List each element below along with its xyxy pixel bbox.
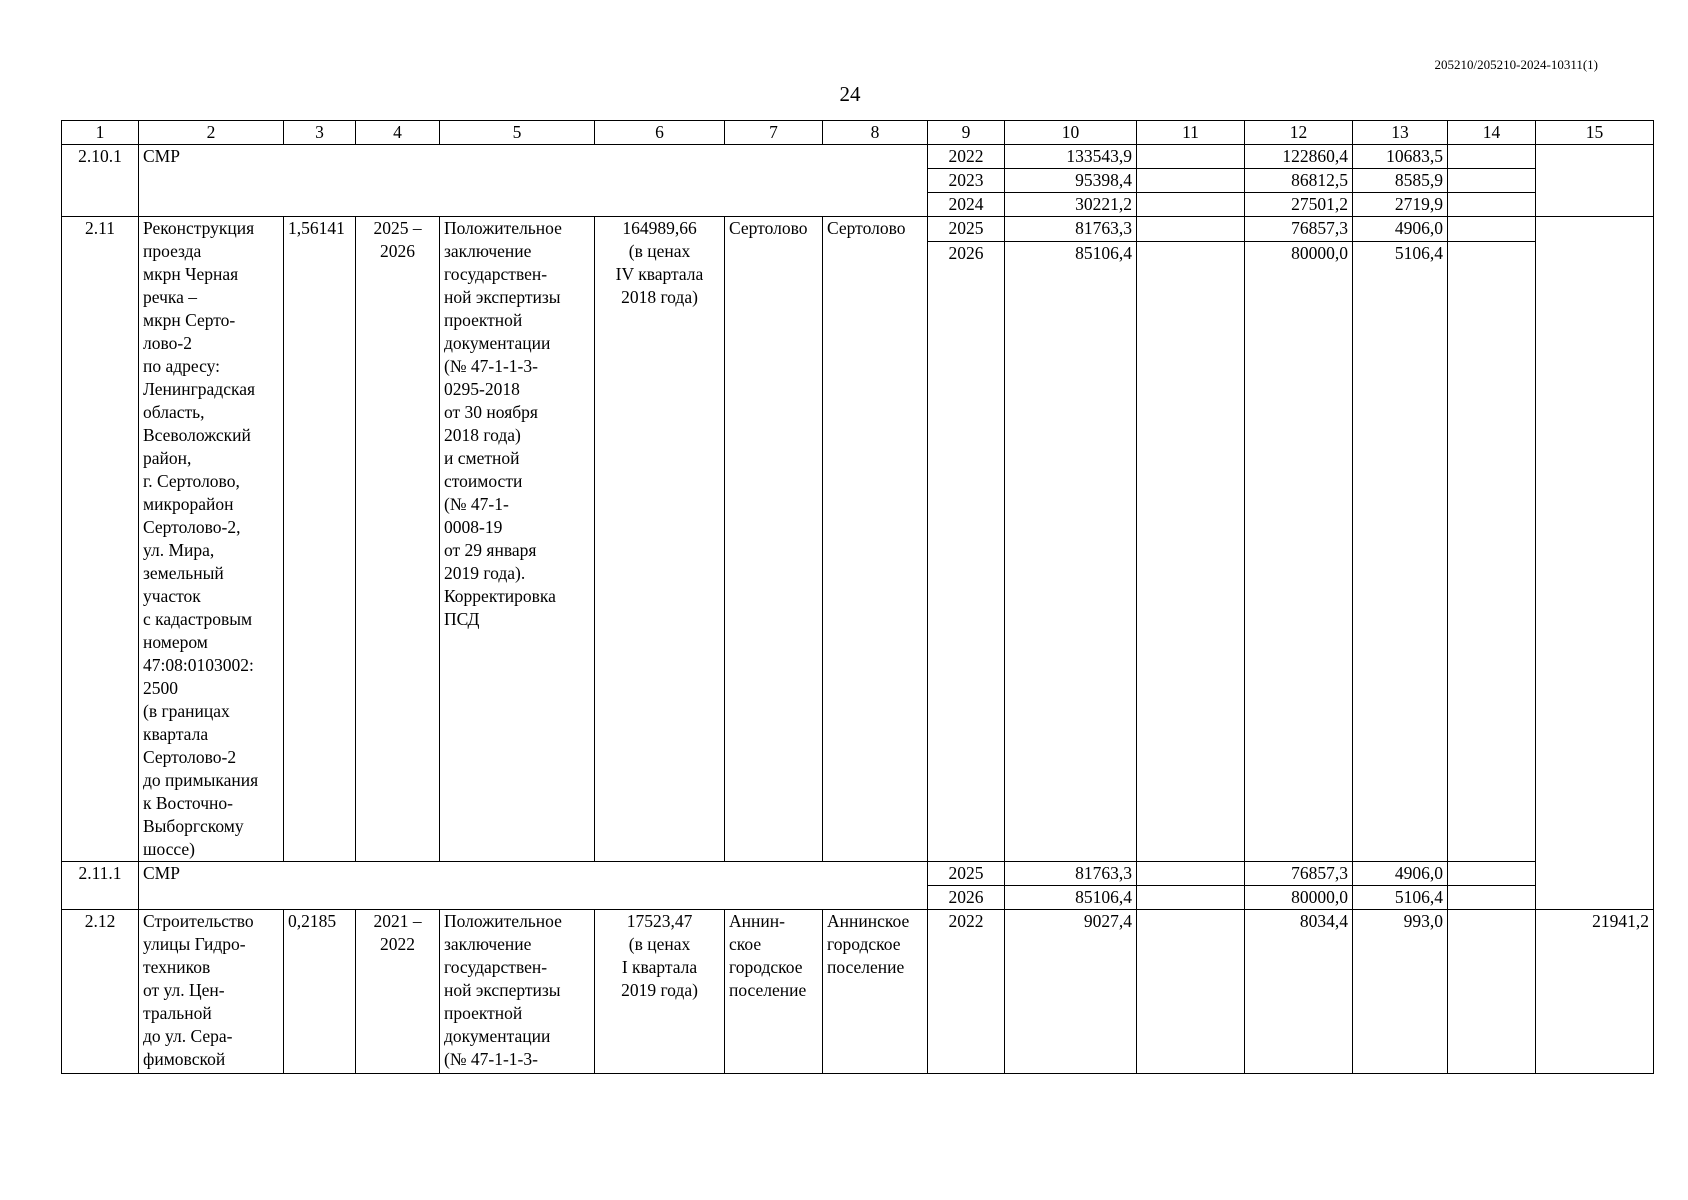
table-row [62,862,1654,886]
col12-cell: 80000,0 [1245,886,1353,910]
col11-cell [1137,886,1245,910]
year-cell: 2024 [928,193,1005,217]
col11-cell [1137,169,1245,193]
col11-cell [1137,217,1245,242]
year-cell: 2026 [928,886,1005,910]
document-id: 205210/205210-2024-10311(1) [1434,57,1598,72]
col14-cell [1448,193,1536,217]
table-row [62,217,1654,242]
col14-cell [1448,242,1536,862]
col14-cell [1448,886,1536,910]
header-cell: 15 [1536,121,1654,145]
col12-cell: 80000,0 [1245,242,1353,862]
year-cell: 2026 [928,242,1005,862]
period-cell: 2025 – 2026 [356,217,440,862]
header-cell: 3 [284,121,356,145]
col13-cell: 4906,0 [1353,217,1448,242]
col14-cell [1448,169,1536,193]
period-cell: 2021 – 2022 [356,910,440,1074]
total-cell: 95398,4 [1005,169,1137,193]
year-cell: 2022 [928,145,1005,169]
cost-cell: 17523,47 (в ценах I квартала 2019 года) [595,910,725,1074]
col7-cell: Аннин- ское городское поселение [725,910,823,1074]
col15-cell [1536,145,1654,217]
page-number: 24 [839,82,861,106]
col13-cell: 2719,9 [1353,193,1448,217]
col14-cell [1448,145,1536,169]
documentation-cell: Положительное заключение государствен- ной экспертизы проектной документации (№ 47-1-1-3- [440,910,595,1074]
header-cell: 8 [823,121,928,145]
col11-cell [1137,242,1245,862]
table-row [62,145,1654,169]
total-cell: 30221,2 [1005,193,1137,217]
row-number: 2.11.1 [62,862,139,910]
year-cell: 2025 [928,862,1005,886]
col12-cell: 76857,3 [1245,217,1353,242]
col14-cell [1448,910,1536,1074]
cost-cell: 164989,66 (в ценах IV квартала 2018 года) [595,217,725,862]
total-cell: 81763,3 [1005,862,1137,886]
header-cell: 2 [139,121,284,145]
col12-cell: 27501,2 [1245,193,1353,217]
header-cell: 7 [725,121,823,145]
row-number: 2.10.1 [62,145,139,217]
year-cell: 2025 [928,217,1005,242]
col8-cell: Сертолово [823,217,928,862]
col13-cell: 8585,9 [1353,169,1448,193]
col8-cell: Аннинское городское поселение [823,910,928,1074]
object-name: Реконструкция проезда мкрн Черная речка – мкрн Серто- лово-2 по адресу: Ленинградская область, Всеволожский район, г. Сертолово, микрорайон Сертолово-2, ул. Мира, земельный участок с кадастровым номером 47:08:0103002: 2500 (в границах квартала Сертолово-2 до примыкания к Восточно- Выборгскому шоссе) [139,217,284,862]
col12-cell: 76857,3 [1245,862,1353,886]
year-cell: 2022 [928,910,1005,1074]
table-row [62,910,1654,1074]
col13-cell: 4906,0 [1353,862,1448,886]
header-cell: 13 [1353,121,1448,145]
col12-cell: 86812,5 [1245,169,1353,193]
length-cell: 1,56141 [284,217,356,862]
col12-cell: 122860,4 [1245,145,1353,169]
col15-cell [1536,217,1654,910]
header-cell: 10 [1005,121,1137,145]
header-cell: 14 [1448,121,1536,145]
header-cell: 1 [62,121,139,145]
total-cell: 9027,4 [1005,910,1137,1074]
col13-cell: 993,0 [1353,910,1448,1074]
row-number: 2.11 [62,217,139,862]
col7-cell: Сертолово [725,217,823,862]
header-cell: 12 [1245,121,1353,145]
header-cell: 4 [356,121,440,145]
length-cell: 0,2185 [284,910,356,1074]
header-cell: 11 [1137,121,1245,145]
col11-cell [1137,193,1245,217]
header-cell: 6 [595,121,725,145]
total-cell: 81763,3 [1005,217,1137,242]
col13-cell: 5106,4 [1353,242,1448,862]
header-row [62,121,1654,145]
col12-cell: 8034,4 [1245,910,1353,1074]
header-cell: 9 [928,121,1005,145]
col11-cell [1137,910,1245,1074]
header-cell: 5 [440,121,595,145]
col13-cell: 10683,5 [1353,145,1448,169]
total-cell: 133543,9 [1005,145,1137,169]
total-cell: 85106,4 [1005,242,1137,862]
col11-cell [1137,862,1245,886]
row-name: СМР [139,862,928,910]
row-name: СМР [139,145,928,217]
col14-cell [1448,862,1536,886]
documentation-cell: Положительное заключение государствен- ной экспертизы проектной документации (№ 47-1-1-3- 0295-2018 от 30 ноября 2018 года) и сметной стоимости (№ 47-1- 0008-19 от 29 января 2019 года). Корректировка ПСД [440,217,595,862]
total-cell: 85106,4 [1005,886,1137,910]
col11-cell [1137,145,1245,169]
data-table [61,120,1654,1074]
year-cell: 2023 [928,169,1005,193]
col13-cell: 5106,4 [1353,886,1448,910]
object-name: Строительство улицы Гидро- техников от ул. Цен- тральной до ул. Сера- фимовской [139,910,284,1074]
col14-cell [1448,217,1536,242]
row-number: 2.12 [62,910,139,1074]
col15-cell: 21941,2 [1536,910,1654,1074]
